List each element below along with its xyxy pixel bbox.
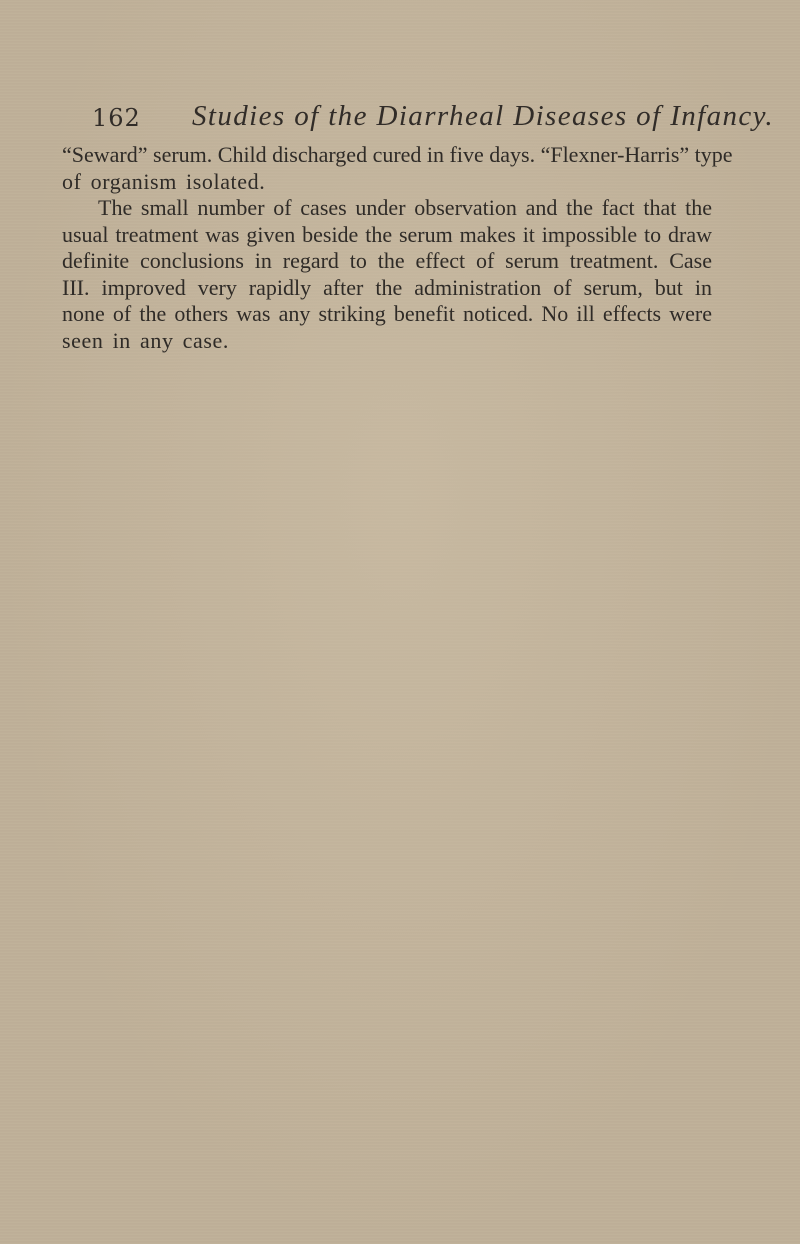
text-line: “Seward” serum. Child discharged cured in five days. “Flexner-Harris” type (62, 142, 733, 167)
text-line: of organism isolated. (62, 168, 266, 194)
page-header (92, 100, 774, 140)
text-line: III. improved very rapidly after the administration of serum, but in (62, 274, 712, 300)
running-title: Studies of the Diarrheal Diseases of Infancy. (192, 100, 774, 132)
text-line: seen in any case. (62, 327, 230, 353)
text-line: definite conclusions in regard to the effect of serum treatment. Case (62, 248, 712, 273)
page-number: 162 (92, 104, 141, 132)
text-line: none of the others was any striking benefit noticed. No ill effects were (62, 301, 712, 326)
paragraph-start-line: The small number of cases under observation and the fact that the (98, 195, 712, 220)
body-text (62, 142, 733, 354)
text-line: usual treatment was given beside the serum makes it impossible to draw (62, 221, 712, 247)
